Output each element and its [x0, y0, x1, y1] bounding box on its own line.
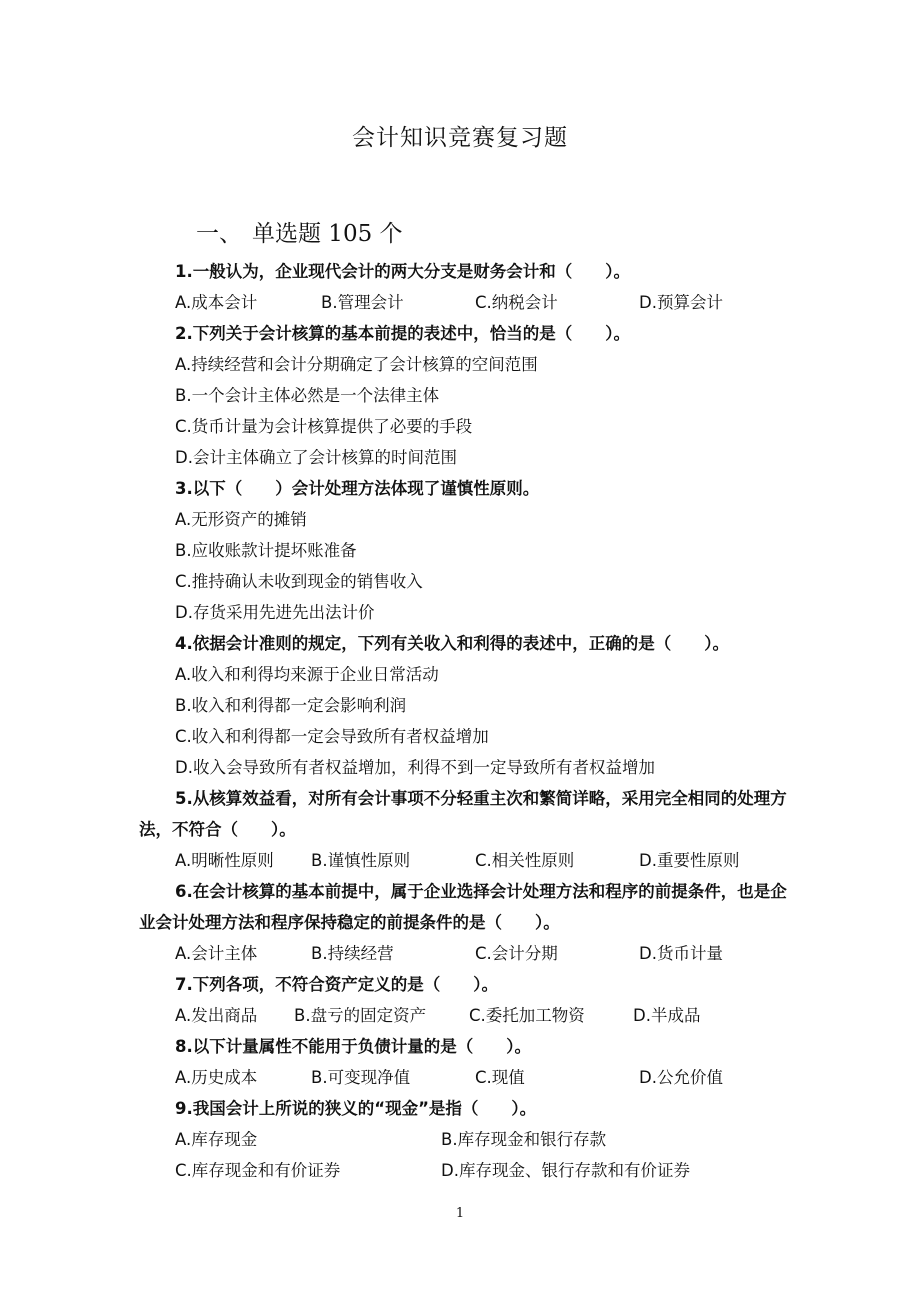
question-4: 4.依据会计准则的规定，下列有关收入和利得的表述中，正确的是（ ）。: [175, 634, 729, 653]
question-8: 8.以下计量属性不能用于负债计量的是（ ）。: [175, 1037, 531, 1056]
question-7: 7.下列各项，不符合资产定义的是（ ）。: [175, 975, 498, 994]
question-2: 2.下列关于会计核算的基本前提的表述中，恰当的是（ ）。: [175, 324, 630, 343]
option-8c: C.现值: [475, 1068, 525, 1087]
option-7c: C.委托加工物资: [469, 1006, 585, 1025]
question-1: 1.一般认为，企业现代会计的两大分支是财务会计和（ ）。: [175, 262, 630, 281]
question-list: [139, 256, 799, 1186]
option-4b: B.收入和利得都一定会影响利润: [175, 696, 407, 715]
options-row-8: [139, 1062, 799, 1093]
question-5: 5.从核算效益看，对所有会计事项不分轻重主次和繁简详略，采用完全相同的处理方法，不符合（ ）。: [139, 789, 787, 839]
option-9c: C.库存现金和有价证券: [175, 1161, 341, 1180]
option-1d: D.预算会计: [639, 293, 723, 312]
option-1c: C.纳税会计: [475, 293, 558, 312]
options-row-6: [139, 938, 799, 969]
option-3c: C.推持确认未收到现金的销售收入: [175, 572, 423, 591]
section-number: 一、: [196, 221, 242, 247]
option-6d: D.货币计量: [639, 944, 723, 963]
option-2a: A.持续经营和会计分期确定了会计核算的空间范围: [175, 355, 538, 374]
options-row-7: [139, 1000, 799, 1031]
option-8b: B.可变现净值: [311, 1068, 411, 1087]
option-7b: B.盘亏的固定资产: [294, 1006, 427, 1025]
option-2b: B.一个会计主体必然是一个法律主体: [175, 386, 440, 405]
option-4a: A.收入和利得均来源于企业日常活动: [175, 665, 439, 684]
question-3: 3.以下（ ）会计处理方法体现了谨慎性原则。: [175, 479, 540, 498]
option-3b: B.应收账款计提坏账准备: [175, 541, 357, 560]
options-row-9a: [139, 1124, 799, 1155]
options-row-5: [139, 845, 799, 876]
option-2d: D.会计主体确立了会计核算的时间范围: [175, 448, 457, 467]
option-6a: A.会计主体: [175, 944, 258, 963]
option-7a: A.发出商品: [175, 1006, 258, 1025]
page-number: 1: [455, 1206, 465, 1221]
options-row-9b: [139, 1155, 799, 1186]
option-6c: C.会计分期: [475, 944, 558, 963]
option-5c: C.相关性原则: [475, 851, 575, 870]
option-6b: B.持续经营: [311, 944, 394, 963]
section-title: 单选题 105 个: [252, 221, 403, 247]
option-9a: A.库存现金: [175, 1130, 258, 1149]
option-9b: B.库存现金和银行存款: [441, 1130, 607, 1149]
option-8a: A.历史成本: [175, 1068, 258, 1087]
option-5a: A.明晰性原则: [175, 851, 274, 870]
option-3a: A.无形资产的摊销: [175, 510, 307, 529]
option-1a: A.成本会计: [175, 293, 258, 312]
section-heading: [196, 214, 403, 254]
option-2c: C.货币计量为会计核算提供了必要的手段: [175, 417, 473, 436]
option-7d: D.半成品: [633, 1006, 701, 1025]
option-4d: D.收入会导致所有者权益增加，利得不到一定导致所有者权益增加: [175, 758, 655, 777]
option-9d: D.库存现金、银行存款和有价证券: [441, 1161, 690, 1180]
option-5b: B.谨慎性原则: [311, 851, 411, 870]
options-row-1: [139, 287, 799, 318]
option-3d: D.存货采用先进先出法计价: [175, 603, 375, 622]
option-1b: B.管理会计: [321, 293, 404, 312]
option-5d: D.重要性原则: [639, 851, 740, 870]
question-9: 9.我国会计上所说的狭义的“现金”是指（ ）。: [175, 1099, 537, 1118]
document-title: 会计知识竞赛复习题: [352, 125, 568, 151]
question-6: 6.在会计核算的基本前提中，属于企业选择会计处理方法和程序的前提条件，也是企业会计处理方法和程序保持稳定的前提条件的是（ ）。: [139, 882, 787, 932]
option-4c: C.收入和利得都一定会导致所有者权益增加: [175, 727, 489, 746]
option-8d: D.公允价值: [639, 1068, 723, 1087]
